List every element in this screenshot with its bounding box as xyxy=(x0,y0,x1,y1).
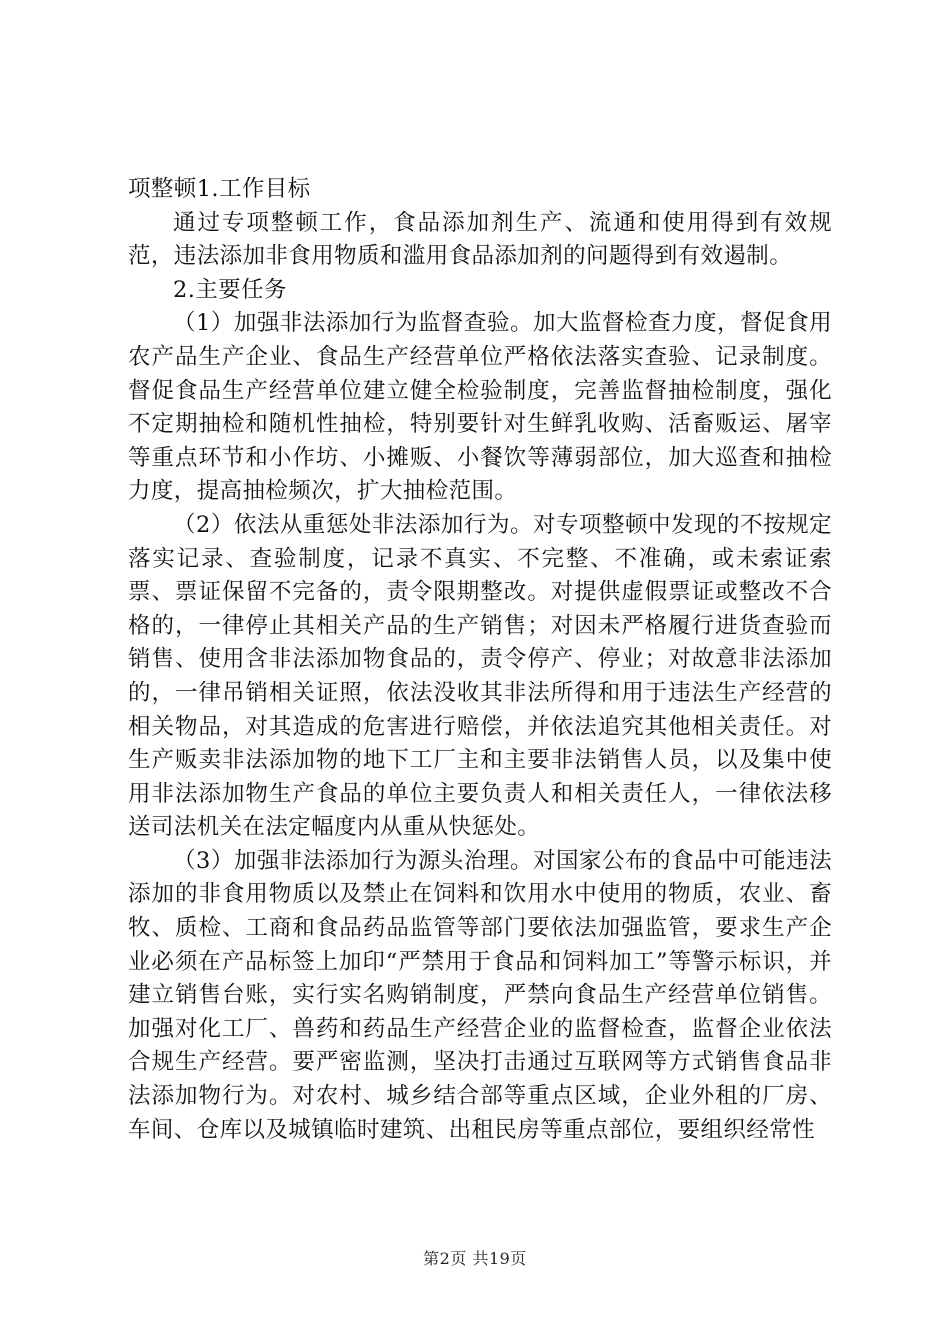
paragraph-task-3: （3）加强非法添加行为源头治理。对国家公布的食品中可能违法添加的非食用物质以及禁止在饲料和饮用水中使用的物质，农业、畜牧、质检、工商和食品药品监管等部门要依法加强监管，要求生产企业必须在产品标签上加印“严禁用于食品和饲料加工”等警示标识，并建立销售台账，实行实名购销制度，严禁向食品生产经营单位销售。加强对化工厂、兽药和药品生产经营企业的监督检查，监督企业依法合规生产经营。要严密监测，坚决打击通过互联网等方式销售食品非法添加物行为。对农村、城乡结合部等重点区域，企业外租的厂房、车间、仓库以及城镇临时建筑、出租民房等重点部位，要组织经常性 xyxy=(128,847,832,1143)
paragraph-main-tasks-heading: 2.主要任务 xyxy=(173,276,287,303)
page-number-footer: 第2页 共19页 xyxy=(423,1249,527,1268)
paragraph-task-1: （1）加强非法添加行为监督查验。加大监督检查力度，督促食用农产品生产企业、食品生产经营单位严格依法落实查验、记录制度。督促食品生产经营单位建立健全检验制度，完善监督抽检制度，强化不定期抽检和随机性抽检，特别要针对生鲜乳收购、活畜贩运、屠宰等重点环节和小作坊、小摊贩、小餐饮等薄弱部位，加大巡查和抽检力度，提高抽检频次，扩大抽检范围。 xyxy=(128,310,832,505)
document-body xyxy=(128,173,832,1147)
section-heading-line: 项整顿1.工作目标 xyxy=(128,176,311,202)
paragraph-work-goal: 通过专项整顿工作，食品添加剂生产、流通和使用得到有效规范，违法添加非食用物质和滥用食品添加剂的问题得到有效遏制。 xyxy=(128,209,832,270)
paragraph-task-2: （2）依法从重惩处非法添加行为。对专项整顿中发现的不按规定落实记录、查验制度，记录不真实、不完整、不准确，或未索证索票、票证保留不完备的，责令限期整改。对提供虚假票证或整改不合格的，一律停止其相关产品的生产销售；对因未严格履行进货查验而销售、使用含非法添加物食品的，责令停产、停业；对故意非法添加的，一律吊销相关证照，依法没收其非法所得和用于违法生产经营的相关物品，对其造成的危害进行赔偿，并依法追究其他相关责任。对生产贩卖非法添加物的地下工厂主和主要非法销售人员，以及集中使用非法添加物生产食品的单位主要负责人和相关责任人，一律依法移送司法机关在法定幅度内从重从快惩处。 xyxy=(128,511,832,841)
